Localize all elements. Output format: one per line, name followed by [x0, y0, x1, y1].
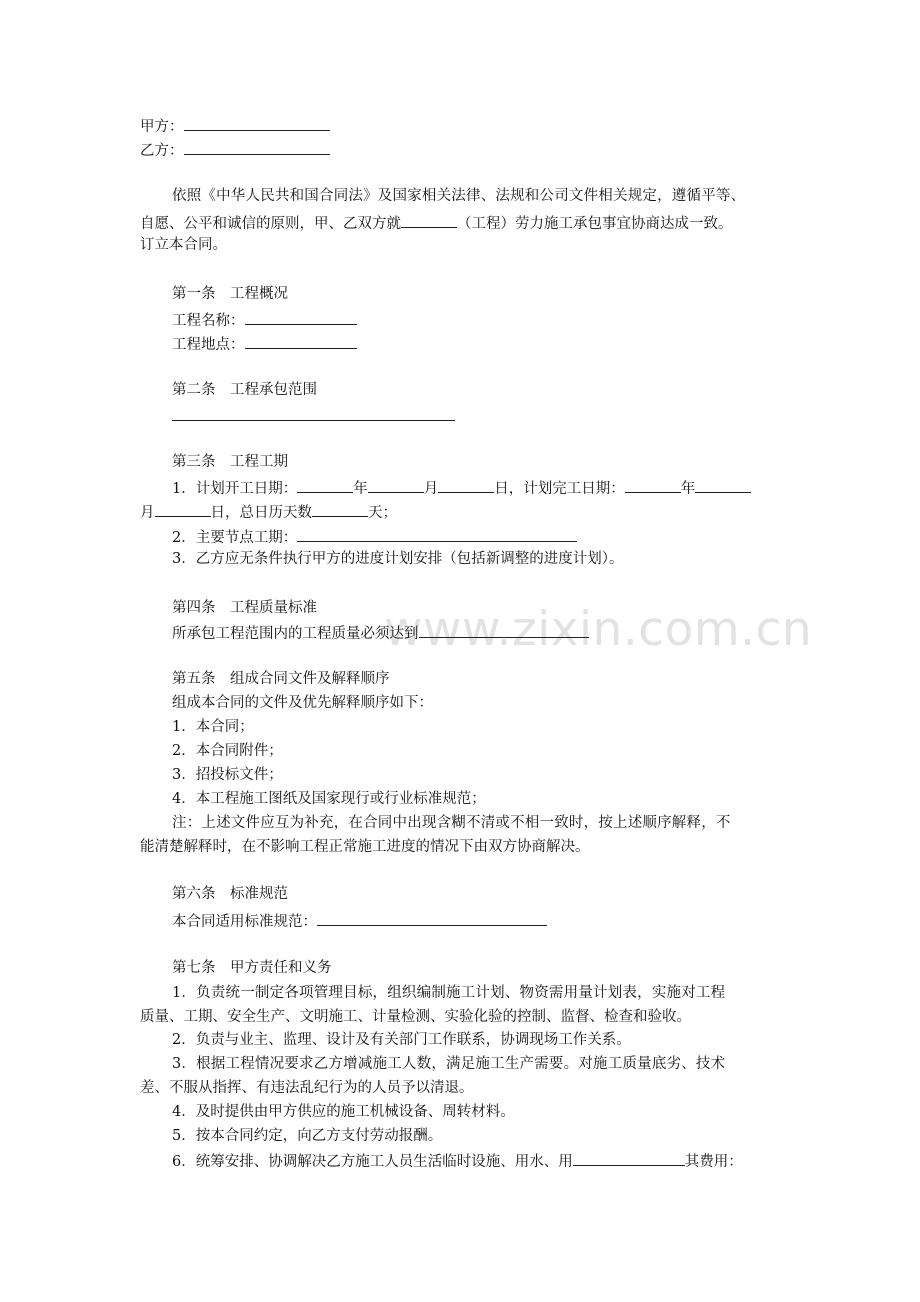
article-5-title: 第五条 组成合同文件及解释顺序 [172, 671, 390, 687]
intro-line-2 [140, 212, 733, 234]
scope-blank [172, 405, 455, 421]
schedule-line-2 [140, 501, 397, 523]
duty-4: 4．及时提供由甲方供应的施工机械设备、周转材料。 [172, 1104, 515, 1120]
watermark: www.zixin.com.cn [384, 602, 813, 657]
start-date-label: 1．计划开工日期： [172, 481, 298, 497]
order-note-2: 能清楚解释时，在不影响工程正常施工进度的情况下由双方协商解决。 [140, 839, 590, 855]
project-blank [401, 212, 457, 228]
party-a-line [140, 115, 330, 137]
duty-3-line-2: 差、不服从指挥、有违法乱纪行为的人员予以清退。 [140, 1080, 474, 1096]
duty-6-line [172, 1150, 743, 1172]
total-days-label: 日，总日历天数 [210, 505, 312, 521]
standards-blank [317, 910, 547, 926]
year-label: 年 [353, 481, 368, 497]
month-label: 月 [423, 481, 439, 497]
duty-2: 2．负责与业主、监理、设计及有关部门工作联系，协调现场工作关系。 [172, 1032, 631, 1048]
end-day-blank [155, 501, 211, 517]
start-day-blank [438, 477, 494, 493]
article-2-title: 第二条 工程承包范围 [172, 382, 317, 398]
article-1-title: 第一条 工程概况 [172, 286, 288, 302]
project-site-line [172, 333, 357, 355]
end-month-blank-a [695, 477, 751, 493]
quality-label: 所承包工程范围内的工程质量必须达到 [172, 626, 419, 642]
article-6-title: 第六条 标准规范 [172, 886, 288, 902]
milestone-line [172, 526, 577, 548]
duty-6-text: 6．统筹安排、协调解决乙方施工人员生活临时设施、用水、用 [172, 1154, 573, 1170]
project-site-label: 工程地点： [172, 337, 245, 353]
standards-line [172, 910, 547, 932]
project-name-label: 工程名称： [172, 313, 245, 329]
party-a-label: 甲方： [140, 119, 184, 135]
scope-line [172, 405, 455, 427]
party-b-label: 乙方： [140, 143, 184, 159]
start-year-blank [297, 477, 353, 493]
schedule-line-4: 3．乙方应无条件执行甲方的进度计划安排（包括新调整的进度计划）。 [172, 551, 624, 567]
schedule-line-1 [172, 477, 751, 499]
intro-line-3: 订立本合同。 [140, 237, 227, 253]
duty-1-line-2: 质量、工期、安全生产、文明施工、计量检测、实验化验的控制、监督、检查和验收。 [140, 1009, 691, 1025]
party-b-line [140, 139, 330, 161]
start-month-blank [368, 477, 424, 493]
quality-line [172, 622, 589, 644]
intro-line-2a: 自愿、公平和诚信的原则，甲、乙双方就 [140, 216, 401, 232]
year-label-2: 年 [680, 481, 696, 497]
order-note-1: 注：上述文件应互为补充，在合同中出现含糊不清或不相一致时，按上述顺序解释，不 [172, 815, 731, 831]
days-unit: 天； [368, 505, 397, 521]
project-site-blank [245, 333, 357, 349]
article-3-title: 第三条 工程工期 [172, 454, 288, 470]
total-days-blank [312, 501, 368, 517]
end-date-label: ，计划完工日期： [508, 481, 625, 497]
order-item-2: 2．本合同附件； [172, 743, 283, 759]
duty-3-line-1: 3．根据工程情况要求乙方增减施工人数，满足施工生产需要。对施工质量底劣、技术 [172, 1056, 726, 1072]
order-item-1: 1．本合同； [172, 719, 254, 735]
party-b-blank [184, 139, 330, 155]
article-7-title: 第七条 甲方责任和义务 [172, 960, 332, 976]
standards-label: 本合同适用标准规范： [172, 914, 317, 930]
quality-blank [419, 622, 589, 638]
order-item-4: 4．本工程施工图纸及国家现行或行业标准规范； [172, 791, 486, 807]
milestone-blank [297, 526, 577, 542]
intro-line-1: 依照《中华人民共和国合同法》及国家相关法律、法规和公司文件相关规定，遵循平等、 [172, 188, 746, 204]
order-item-3: 3．招投标文件； [172, 767, 283, 783]
milestone-label: 2．主要节点工期： [172, 530, 298, 546]
duty-6-cost: 其费用： [684, 1154, 743, 1170]
article-4-title: 第四条 工程质量标准 [172, 600, 317, 616]
duty-5: 5．按本合同约定，向乙方支付劳动报酬。 [172, 1128, 443, 1144]
order-intro: 组成本合同的文件及优先解释顺序如下： [172, 695, 433, 711]
end-year-blank [625, 477, 681, 493]
project-name-blank [245, 309, 357, 325]
party-a-blank [184, 115, 330, 131]
intro-line-2b: （工程）劳力施工承包事宜协商达成一致。 [457, 216, 733, 232]
duty-6-blank [573, 1150, 685, 1166]
project-name-line [172, 309, 357, 331]
month-label-2: 月 [140, 505, 155, 521]
duty-1-line-1: 1．负责统一制定各项管理目标，组织编制施工计划、物资需用量计划表，实施对工程 [172, 985, 726, 1001]
day-label: 日 [494, 481, 509, 497]
